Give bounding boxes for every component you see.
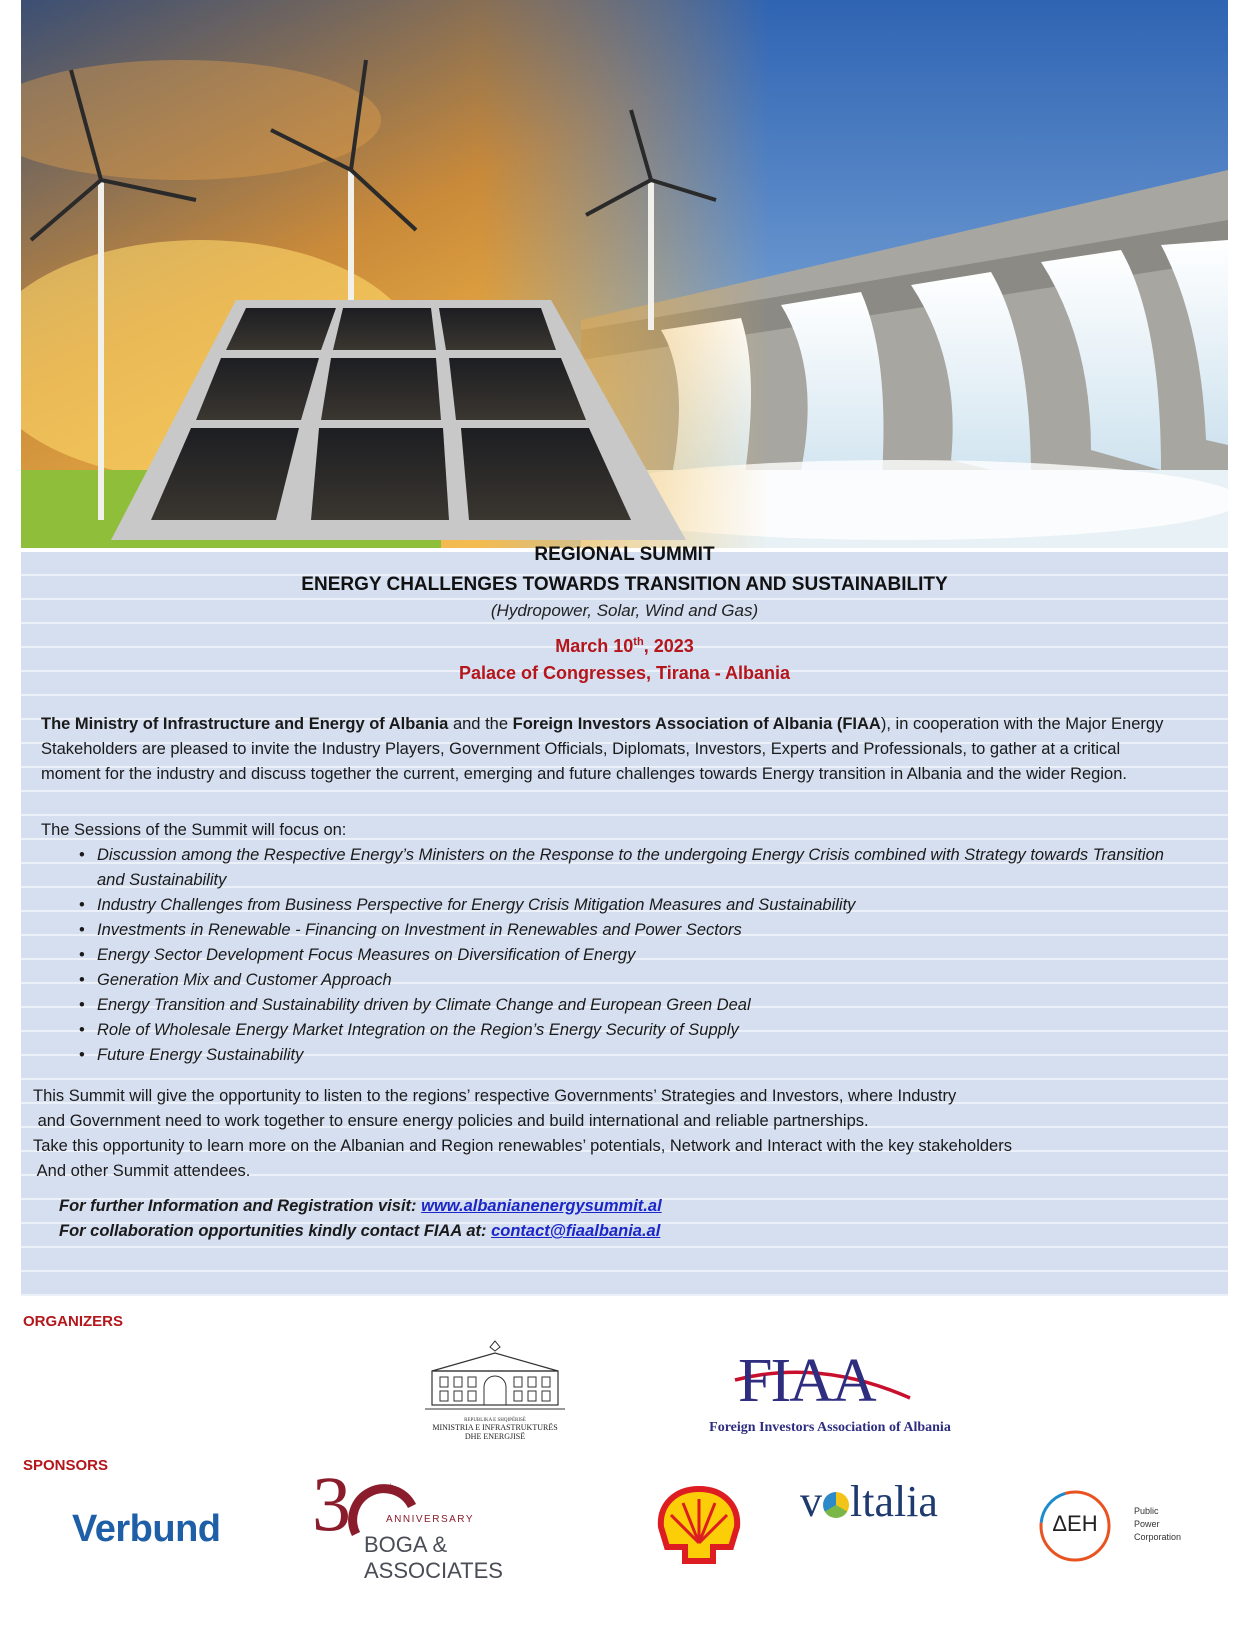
list-item: • Energy Sector Development Focus Measures on Diversification of Energy <box>61 943 1211 968</box>
info-panel <box>21 544 1228 1296</box>
intro-paragraph: The Ministry of Infrastructure and Energy of Albania and the Foreign Investors Association of Albania (FIAA), in cooperation with the Major Energy Stakeholders are pleased to invite the Industry Players, Government Officials, Diplomats, Investors, Experts and Professionals, to gather at a critical moment for the industry and discuss together the current, emerging and future challenges towards Energy transition in Albania and the wider Region. <box>41 715 1164 783</box>
sessions-heading: The Sessions of the Summit will focus on: <box>41 821 347 839</box>
voltalia-v: v <box>800 1477 822 1526</box>
event-title-1: REGIONAL SUMMIT <box>534 544 715 565</box>
closing-line-4: And other Summit attendees. <box>33 1162 251 1180</box>
sponsors-label: SPONSORS <box>23 1457 109 1474</box>
registration-line: For further Information and Registration visit: www.albanianenergysummit.al <box>59 1197 662 1215</box>
event-date: March 10th, 2023 <box>555 636 694 656</box>
deh-text-1: Public <box>1134 1506 1159 1516</box>
list-item: • Discussion among the Respective Energy’s Ministers on the Response to the undergoing Energy Crisis combined with Strategy towards Transition and Sustainability <box>61 843 1177 893</box>
closing-line-2: and Government need to work together to ensure energy policies and build international and reliable partnerships. <box>33 1112 869 1130</box>
ministry-name-1: MINISTRIA E INFRASTRUKTURËS <box>432 1423 558 1432</box>
event-subtitle: (Hydropower, Solar, Wind and Gas) <box>490 601 759 620</box>
closing-line-1: This Summit will give the opportunity to listen to the regions’ respective Governments’ Strategies and Investors, where Industry <box>33 1087 957 1105</box>
deh-mark: ΔΕΗ <box>1052 1511 1098 1536</box>
boga-logo <box>310 1460 590 1583</box>
ministry-tiny-text: REPUBLIKA E SHQIPËRISË <box>464 1418 526 1423</box>
shell-logo <box>655 1485 743 1569</box>
deh-text-2: Power <box>1134 1519 1160 1529</box>
voltalia-rest: ltalia <box>850 1477 938 1526</box>
list-item: • Future Energy Sustainability <box>61 1043 1211 1068</box>
event-venue: Palace of Congresses, Tirana - Albania <box>458 663 791 683</box>
list-item: • Investments in Renewable - Financing on Investment in Renewables and Power Sectors <box>61 918 1211 943</box>
list-item: • Role of Wholesale Energy Market Integration on the Region’s Energy Security of Supply <box>61 1018 1211 1043</box>
list-item: • Generation Mix and Customer Approach <box>61 968 1211 993</box>
boga-th: th <box>388 1484 394 1491</box>
ministry-logo <box>420 1335 570 1443</box>
contact-email-link[interactable]: contact@fiaalbania.al <box>491 1222 661 1240</box>
deh-logo <box>1036 1487 1186 1567</box>
list-item: • Industry Challenges from Business Perspective for Energy Crisis Mitigation Measures and Sustainability <box>61 893 1211 918</box>
event-title-2: ENERGY CHALLENGES TOWARDS TRANSITION AND SUSTAINABILITY <box>301 574 948 595</box>
list-item: • Energy Transition and Sustainability driven by Climate Change and European Green Deal <box>61 993 1211 1018</box>
sessions-list <box>61 843 1211 1068</box>
registration-link[interactable]: www.albanianenergysummit.al <box>421 1197 662 1215</box>
deh-text-3: Corporation <box>1134 1532 1182 1542</box>
boga-anniversary: ANNIVERSARY <box>386 1514 475 1525</box>
boga-30-digit: 3 <box>312 1460 351 1547</box>
fiaa-name: Foreign Investors Association of Albania <box>709 1420 951 1435</box>
contact-line: For collaboration opportunities kindly contact FIAA at: contact@fiaalbania.al <box>59 1222 661 1240</box>
voltalia-o-icon <box>823 1492 849 1518</box>
closing-line-3: Take this opportunity to learn more on the Albanian and Region renewables’ potentials, Network and Interact with the key stakeholders <box>33 1137 1012 1155</box>
verbund-logo: Verbund <box>72 1508 221 1550</box>
voltalia-logo <box>800 1476 938 1527</box>
organizers-label: ORGANIZERS <box>23 1313 124 1330</box>
fiaa-logo <box>680 1347 980 1445</box>
hero-image <box>21 0 1228 548</box>
ministry-name-2: DHE ENERGJISË <box>464 1432 526 1441</box>
boga-name: BOGA & ASSOCIATES <box>364 1532 503 1583</box>
fiaa-mark: FIAA <box>738 1347 875 1415</box>
